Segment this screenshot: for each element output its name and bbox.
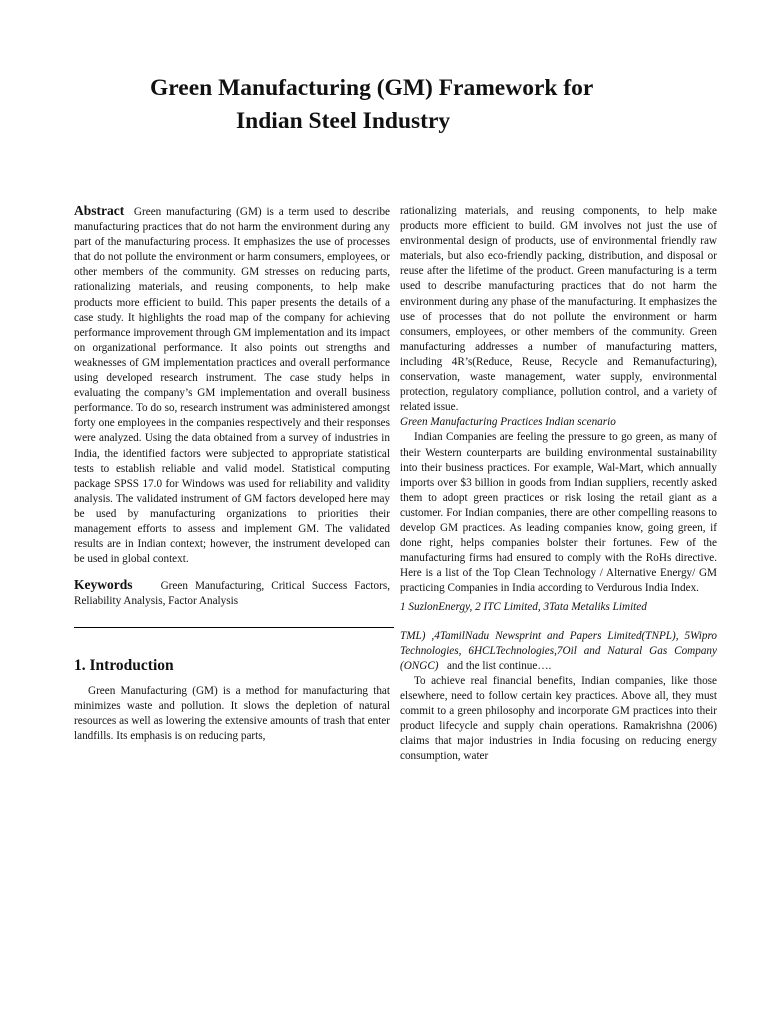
title-line-1: Green Manufacturing (GM) Framework for [150,75,594,101]
abstract-label: Abstract [74,203,125,218]
introduction-text: Green Manufacturing (GM) is a method for manufacturing that minimizes waste and pollution. It slows the depletion of natural resources as well as lowering the extensive amounts of trash that enter landfills. Its emphasis is on reducing parts, [74,684,390,742]
keywords-label: Keywords [74,577,133,593]
paper-title [0,72,768,138]
introduction-heading: 1. Introduction [74,657,174,675]
company-list-names: TML) ,4TamilNadu Newsprint and Papers Limited(TNPL), 5Wipro Technologies, 6HCLTechnologies,7Oil and Natural Gas Company (ONGC) [400,629,717,672]
company-list-part-1: 1 SuzlonEnergy, 2 ITC Limited, 3Tata Metaliks Limited [400,601,647,614]
company-list-tail: and the list continue…. [446,659,552,672]
keywords-text: Green Manufacturing, Critical Success Factors, Reliability Analysis, Factor Analysis [74,580,390,608]
left-column [74,203,390,744]
right-column [400,204,717,764]
abstract-text: Green manufacturing (GM) is a term used to describe manufacturing practices that do not harm the environment during any part of the manufacturing process. It emphasizes the use of processes that do not pollute the environment or harm consumers, employees, or other members of the community. GM stresses on reducing parts, rationalizing materials, and reusing components, to help make products more efficient to build. This paper presents the details of a case study. It highlights the road map of the company for achieving performance improvement through GM implementation and its impact on organizational performance. It also points out strengths and weaknesses of GM implementation practices and overall performance using developed research instrument. The case study helps in evaluating the company’s GM implementation and overall business performance. To do so, research instrument was administered amongst forty one employees in the companies respectively and their responses were analyzed. Using the data obtained from a survey of industries in India, the identified factors were subjected to appropriate statistical tests to establish reliable and valid model. Statistical computing package SPSS 17.0 for Windows was used for reliability and validity analysis. The validated instrument of GM factors developed here may be used by manufacturing organizations to priorities their management efforts to assess and implement GM. The validated results are in Indian context; however, the instrument developed can be used in global context. [74,206,391,566]
keywords-paragraph [74,577,390,609]
section-divider [74,627,394,628]
right-paragraph-3: To achieve real financial benefits, Indian companies, like those elsewhere, need to follow certain key practices. Above all, they must commit to a green philosophy and incorporate GM practices into their product lifecycle and supply chain operations. Ramakrishna (2006) claims that major industries in India focusing on reducing energy consumption, water [400,674,717,763]
section-subheading: Green Manufacturing Practices Indian scenario [400,416,616,429]
abstract-paragraph [74,203,390,567]
right-paragraph-2: Indian Companies are feeling the pressure to go green, as many of their Western counterparts are building environmental sustainability into their business practices. For example, Wal-Mart, which annually imports over $3 billion in goods from Indian suppliers, recently asked them to adopt green practices or risk losing the retail giant as a customer. For Indian companies, there are other compelling reasons to develop GM practices. As leading companies know, going green, if done right, helps companies bolster their fortunes. Few of the manufacturing firms had ensured to comply with the RoHs directive. Here is a list of the Top Clean Technology / Alternative Energy/ GM practicing Companies in India according to Verdurous India Index. [400,431,717,595]
company-list-part-2 [400,629,717,674]
right-paragraph-1: rationalizing materials, and reusing components, to help make products more efficient to build. GM involves not just the use of environmental design of products, use of environmental friendly raw materials, but also eco-friendly packing, distribution, and disposal or reuse after the lifetime of the product. Green manufacturing is a term used to describe manufacturing practices that do not harm the environment during any phase of the manufacturing. It emphasizes the use of processes that do not pollute the environment or harm consumers, employees, or other members of the community. Green manufacturing addresses a number of manufacturing matters, including 4R’s(Reduce, Reuse, Recycle and Remanufacturing), conservation, waste management, water supply, environmental protection, regulatory compliance, pollution control, and a variety of related issue. [400,205,717,414]
title-line-2: Indian Steel Industry [236,108,451,134]
